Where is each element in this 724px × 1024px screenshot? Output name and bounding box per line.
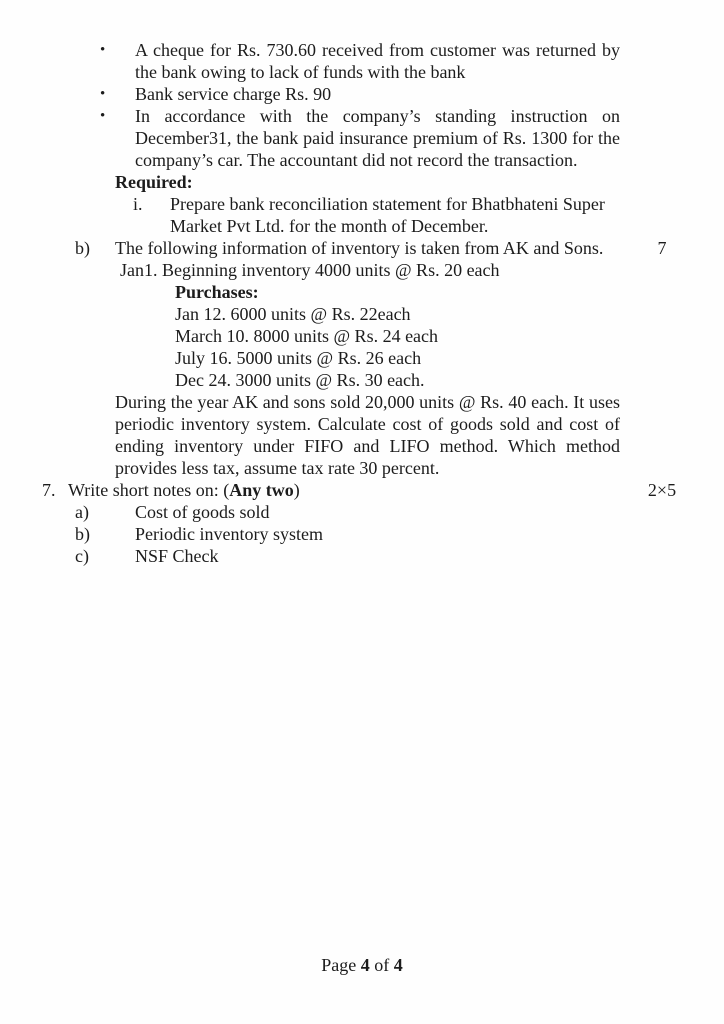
part-text: The following information of inventory is taken from AK and Sons. xyxy=(115,238,604,258)
bullet-item xyxy=(100,105,724,171)
purchase-line: Dec 24. 3000 units @ Rs. 30 each. xyxy=(175,370,425,390)
question-text-bold: Any two xyxy=(229,480,294,500)
marks-value: 7 xyxy=(657,238,667,258)
question-text-suffix: ) xyxy=(293,480,300,500)
option-text: Periodic inventory system xyxy=(135,524,323,544)
question-7 xyxy=(42,479,724,501)
question-part-b xyxy=(75,237,724,259)
required-heading: Required: xyxy=(115,172,193,192)
option-item xyxy=(75,545,724,567)
question-text xyxy=(68,479,724,501)
marks-value: 2×5 xyxy=(647,480,677,500)
option-item xyxy=(75,523,724,545)
bullet-icon: • xyxy=(100,108,106,124)
footer-total-pages: 4 xyxy=(393,955,403,975)
bullet-item xyxy=(100,83,724,105)
required-item-number: i. xyxy=(133,194,143,214)
purchase-line: Jan 12. 6000 units @ Rs. 22each xyxy=(175,304,411,324)
part-label: b) xyxy=(75,238,90,258)
option-label: c) xyxy=(75,546,89,566)
required-item-text: Prepare bank reconciliation statement for Bhatbhateni Super Market Pvt Ltd. for the month of December. xyxy=(170,194,605,236)
bullet-text: A cheque for Rs. 730.60 received from customer was returned by the bank owing to lack of funds with the bank xyxy=(135,40,620,82)
option-text: Cost of goods sold xyxy=(135,502,270,522)
footer-word-of: of xyxy=(369,955,394,975)
option-item xyxy=(75,501,724,523)
purchase-line: July 16. 5000 units @ Rs. 26 each xyxy=(175,348,422,368)
bullet-icon: • xyxy=(100,42,106,58)
inventory-opening-line: Jan1. Beginning inventory 4000 units @ Rs. 20 each xyxy=(120,260,500,280)
page-content xyxy=(0,39,724,567)
purchases-heading: Purchases: xyxy=(175,282,259,302)
option-label: b) xyxy=(75,524,90,544)
purchase-line: March 10. 8000 units @ Rs. 24 each xyxy=(175,326,439,346)
required-item xyxy=(133,193,724,237)
bullet-text: Bank service charge Rs. 90 xyxy=(135,84,332,104)
footer-word-page: Page xyxy=(321,955,361,975)
question-text-prefix: Write short notes on: ( xyxy=(68,480,230,500)
page-footer xyxy=(0,954,724,976)
bullet-item xyxy=(100,39,724,83)
bullet-icon: • xyxy=(100,86,106,102)
footer-page-number: 4 xyxy=(360,955,370,975)
question-number: 7. xyxy=(42,480,56,500)
bullet-text: In accordance with the company’s standing instruction on December31, the bank paid insurance premium of Rs. 1300 for the company’s car. The accountant did not record the transaction. xyxy=(135,106,620,170)
option-label: a) xyxy=(75,502,89,522)
option-text: NSF Check xyxy=(135,546,219,566)
part-b-closing-paragraph: During the year AK and sons sold 20,000 units @ Rs. 40 each. It uses periodic inventory system. Calculate cost of goods sold and cost of ending inventory under FIFO and LIFO method. Which method provides less tax, assume tax rate 30 percent. xyxy=(115,392,620,478)
